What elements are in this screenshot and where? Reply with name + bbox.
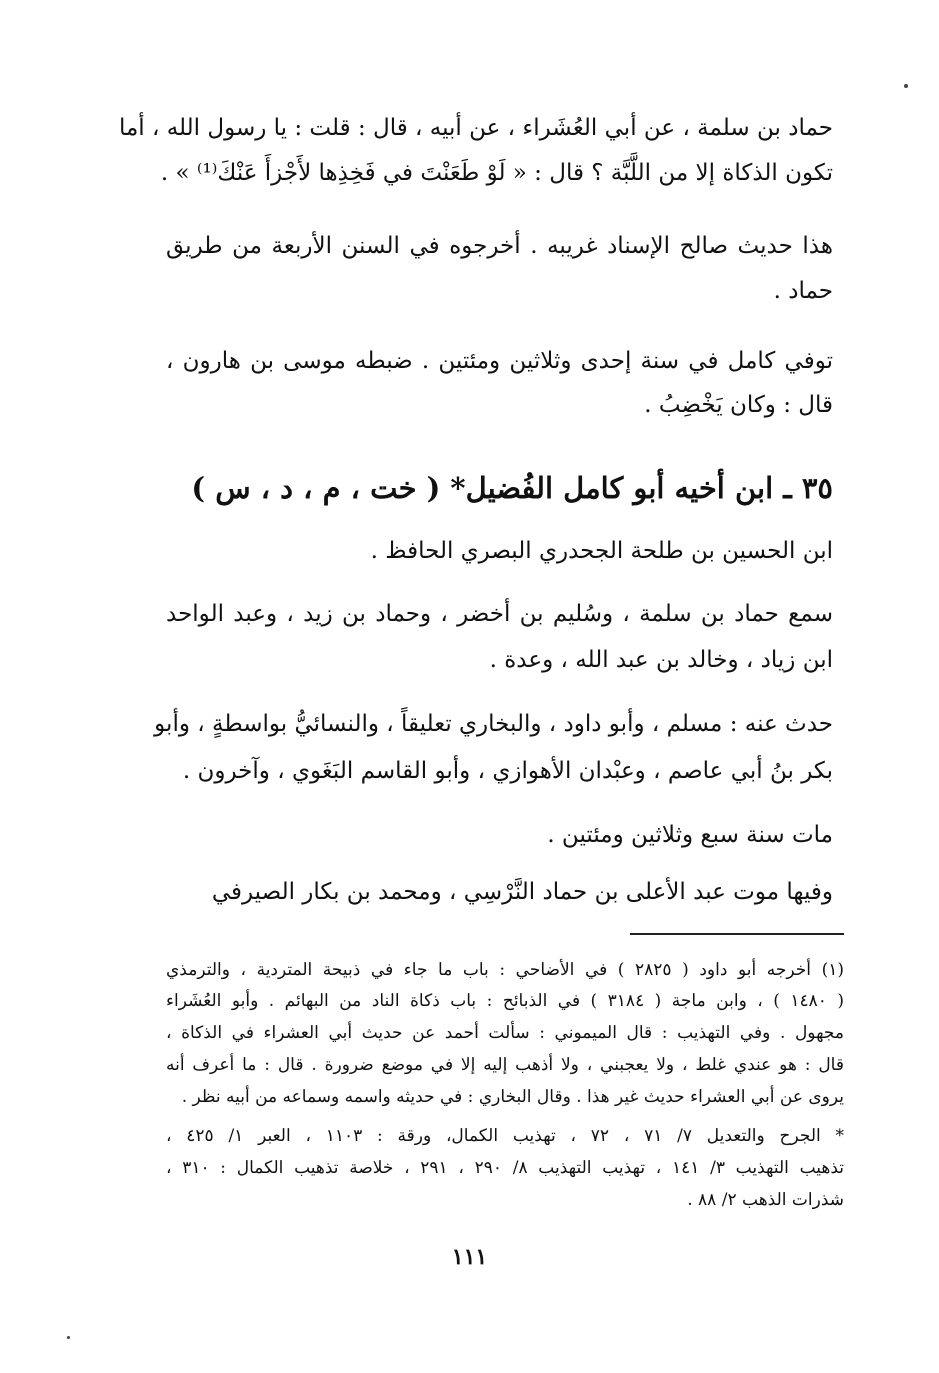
footnote-separator <box>630 933 844 935</box>
body-text-line: حماد بن سلمة ، عن أبي العُشَراء ، عن أبيه ، قال : قلت : يا رسول الله ، أما <box>118 115 833 141</box>
footnote-line: تذهيب التهذيب ٣/ ١٤١ ، تهذيب التهذيب ٨/ ٢٩٠ ، ٢٩١ ، خلاصة تذهيب الكمال : ٣١٠ ، <box>166 1158 845 1178</box>
footnote-line: * الجرح والتعديل ٧/ ٧١ ، ٧٢ ، تهذيب الكمال، ورقة : ١١٠٣ ، العبر ١/ ٤٢٥ ، <box>166 1126 845 1146</box>
footnote-line: قال : هو عندي غلط ، ولا يعجبني ، ولا أذهب إليه إلا في موضع ضرورة . قال : ما أعرف أنه <box>166 1055 844 1075</box>
body-text-line: سمع حماد بن سلمة ، وسُليم بن أخضر ، وحماد بن زيد ، وعبد الواحد <box>166 601 833 627</box>
footnote-line: يروى عن أبي العشراء حديث غير هذا . وقال البخاري : في حديثه واسمه وسماعه من أبيه نظر . <box>181 1087 844 1107</box>
body-text-line: ابن زياد ، وخالد بن عبد الله ، وعدة . <box>489 647 833 673</box>
body-text-line: بكر بنُ أبي عاصم ، وعبْدان الأهوازي ، وأبو القاسم البَغَوي ، وآخرون . <box>182 758 833 784</box>
body-text-line: ابن الحسين بن طلحة الجحدري البصري الحافظ . <box>370 538 833 564</box>
body-text-line: وفيها موت عبد الأعلى بن حماد النَّرْسِي ، ومحمد بن بكار الصيرفي <box>211 879 833 905</box>
body-text-line: هذا حديث صالح الإسناد غريبه . أخرجوه في السنن الأربعة من طريق <box>166 233 833 259</box>
body-text-line: توفي كامل في سنة إحدى وثلاثين ومئتين . ضبطه موسى بن هارون ، <box>166 348 833 374</box>
body-text-line: حدث عنه : مسلم ، وأبو داود ، والبخاري تعليقاً ، والنسائيُّ بواسطةٍ ، وأبو <box>154 711 833 737</box>
entry-heading: ٣٥ ـ ابن أخيه أبو كامل الفُضيل* ( خت ، م ، د ، س ) <box>191 471 833 505</box>
scan-speck <box>904 84 908 88</box>
body-text-line: تكون الذكاة إلا من اللَّبَّة ؟ قال : « لَوْ طَعَنْتَ في فَخِذِها لأَجْزأَ عَنْكَ⁽¹⁾ » . <box>160 160 833 186</box>
page-number: ١١١ <box>451 1244 488 1270</box>
footnote-line: (١) أخرجه أبو داود ( ٢٨٢٥ ) في الأضاحي : باب ما جاء في ذبيحة المتردية ، والترمذي <box>166 960 844 980</box>
scan-speck <box>67 1336 70 1339</box>
footnote-line: شذرات الذهب ٢/ ٨٨ . <box>687 1190 844 1210</box>
body-text-line: مات سنة سبع وثلاثين ومئتين . <box>547 822 833 848</box>
footnote-line: مجهول . وفي التهذيب : قال الميموني : سألت أحمد عن حديث أبي العشراء في الذكاة ، <box>166 1023 844 1043</box>
body-text-line: قال : وكان يَخْضِبُ . <box>644 392 833 418</box>
footnote-line: ( ١٤٨٠ ) ، وابن ماجة ( ٣١٨٤ ) في الذبائح : باب ذكاة الناد من البهائم . وأبو العُشَراء <box>166 991 845 1011</box>
body-text-line: حماد . <box>773 278 833 304</box>
